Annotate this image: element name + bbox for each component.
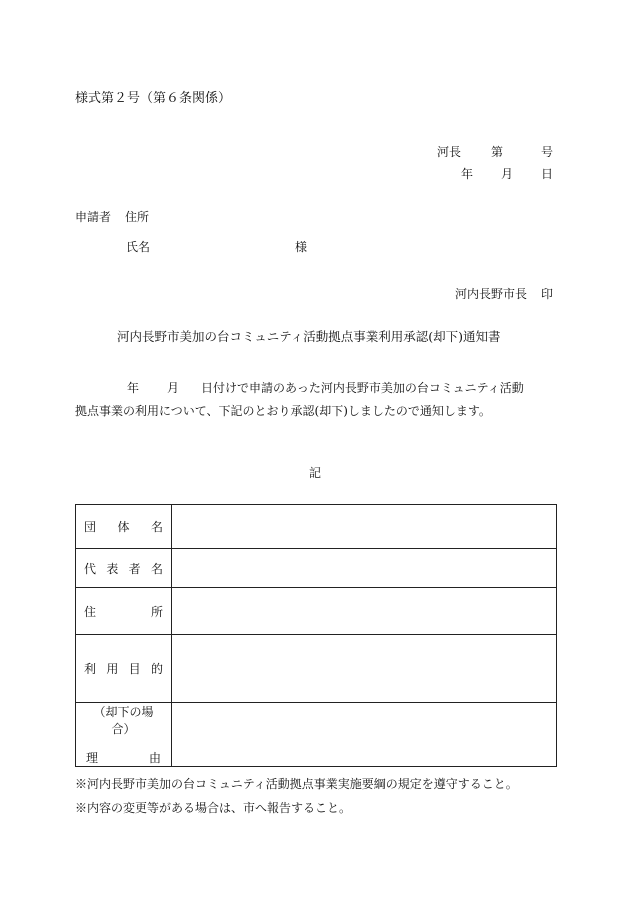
table-row [76, 549, 557, 588]
seal-mark: 印 [540, 287, 553, 301]
body-year: 年 [127, 381, 140, 395]
value-purpose[interactable] [172, 635, 557, 703]
applicant-name-line [126, 241, 307, 253]
document-date [461, 168, 553, 180]
notes [75, 772, 518, 820]
name-label: 氏名 [126, 240, 151, 254]
value-address[interactable] [172, 588, 557, 635]
issuer [455, 288, 553, 300]
note-2: ※内容の変更等がある場合は、市へ報告すること。 [75, 801, 352, 815]
table-row [76, 703, 557, 767]
value-representative[interactable] [172, 549, 557, 588]
body-month: 月 [167, 381, 180, 395]
issuer-name: 河内長野市長 [454, 287, 527, 301]
doc-number-dai: 第 [490, 145, 503, 159]
body-line-2: 拠点事業の利用について、下記のとおり承認(却下)しましたので通知します。 [75, 404, 491, 418]
applicant-label: 申請者 [75, 210, 112, 224]
date-month: 月 [500, 167, 513, 181]
table-row [76, 588, 557, 635]
document-number [437, 146, 553, 158]
date-year: 年 [460, 167, 473, 181]
label-representative: 代 表 者 名 [76, 549, 172, 588]
applicant-address-line [75, 211, 149, 223]
label-address: 住 所 [76, 588, 172, 635]
detail-table [75, 504, 557, 767]
label-group-name: 団 体 名 [76, 505, 172, 549]
honorific: 様 [295, 240, 308, 254]
body-line-1 [75, 377, 557, 400]
date-day: 日 [540, 167, 553, 181]
label-reason: （却下の場合） 理 由 [76, 703, 172, 767]
value-reason[interactable] [172, 703, 557, 767]
form-number: 様式第２号（第６条関係） [75, 91, 232, 106]
body-text [75, 377, 557, 423]
document-title: 河内長野市美加の台コミュニティ活動拠点事業利用承認(却下)通知書 [117, 329, 501, 344]
address-label: 住所 [125, 210, 150, 224]
body-line-1-rest: 日付けで申請のあった河内長野市美加の台コミュニティ活動 [201, 381, 524, 395]
doc-number-go: 号 [540, 145, 553, 159]
table-row [76, 635, 557, 703]
table-row [76, 505, 557, 549]
reason-note: （却下の場合） [93, 705, 154, 736]
ki-heading: 記 [308, 466, 321, 480]
value-group-name[interactable] [172, 505, 557, 549]
label-purpose: 利 用 目 的 [76, 635, 172, 703]
note-1: ※河内長野市美加の台コミュニティ活動拠点事業実施要綱の規定を遵守すること。 [75, 777, 518, 791]
doc-number-prefix: 河長 [436, 145, 461, 159]
